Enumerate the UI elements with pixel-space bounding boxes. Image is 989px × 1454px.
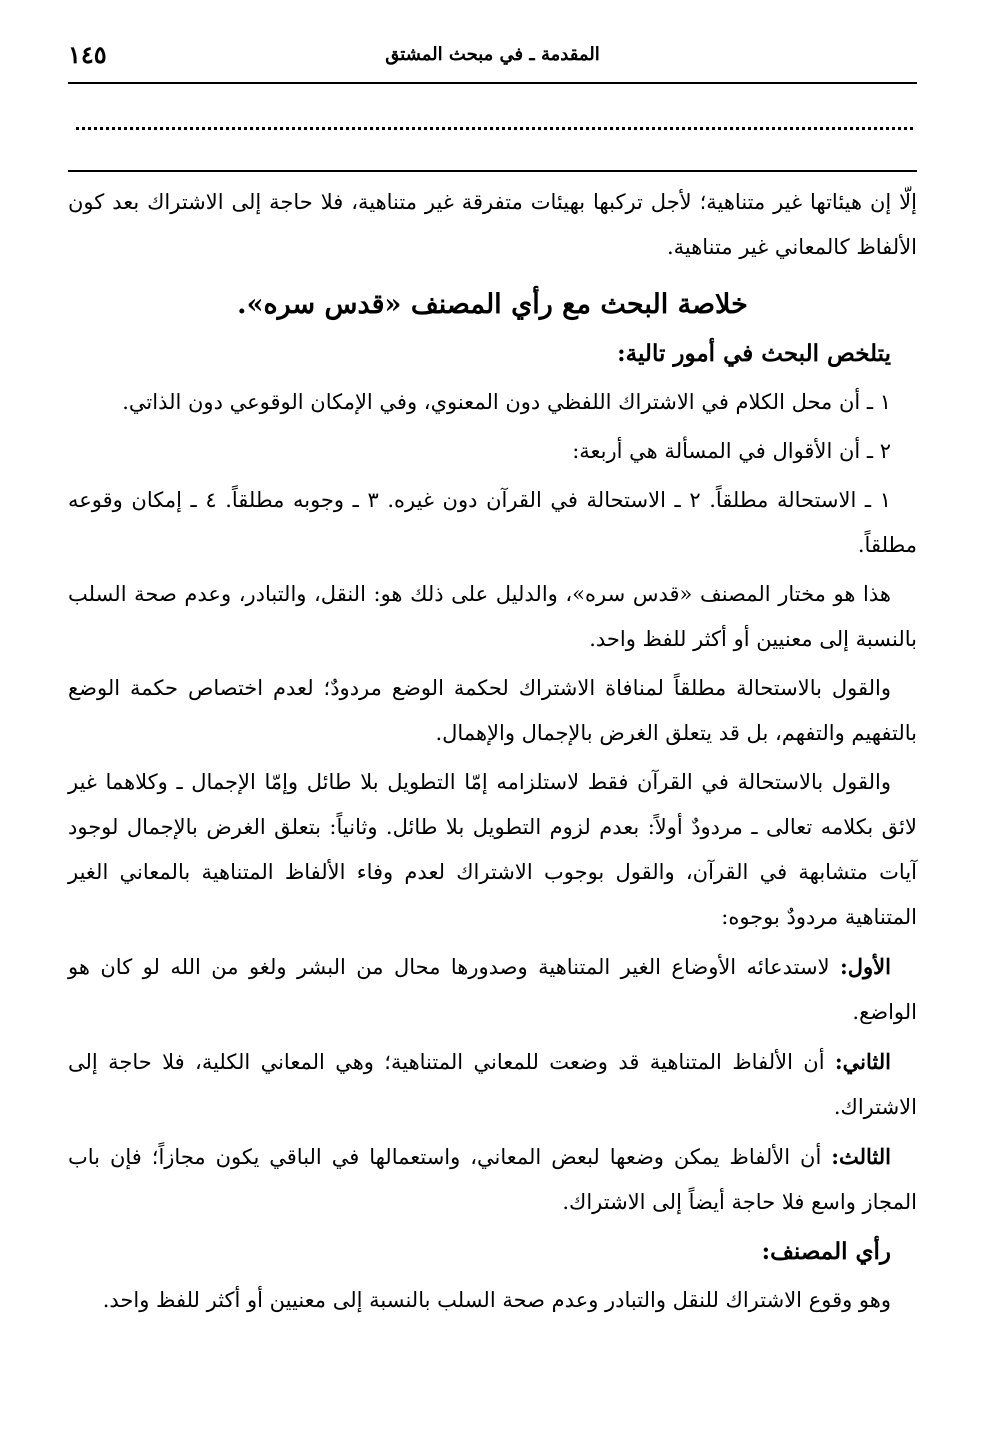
- section-title: خلاصة البحث مع رأي المصنف «قدس سره».: [237, 289, 748, 320]
- third-reason-term: الثالث:: [831, 1144, 891, 1169]
- first-reason-text: لاستدعائه الأوضاع الغير المتناهية وصدورها محال من البشر ولغو من الله لو كان هو الواضع.: [68, 955, 917, 1024]
- third-reason: [68, 1134, 917, 1225]
- point-1: ١ ـ أن محل الكلام في الاشتراك اللفظي دون المعنوي، وفي الإمكان الوقوعي دون الذاتي.: [122, 390, 891, 414]
- author-choice-paragraph: هذا هو مختار المصنف «قدس سره»، والدليل على ذلك هو: النقل، والتبادر، وعدم صحة السلب بالنسبة إلى معنيين أو أكثر للفظ واحد.: [68, 582, 917, 651]
- second-reason: [68, 1039, 917, 1130]
- second-reason-text: أن الألفاظ المتناهية قد وضعت للمعاني المتناهية؛ وهي المعاني الكلية، فلا حاجة إلى الاشتراك.: [68, 1050, 917, 1119]
- running-title: المقدمة ـ في مبحث المشتق: [385, 44, 600, 65]
- summary-heading: يتلخص البحث في أمور تالية:: [617, 340, 891, 367]
- quran-paragraph: والقول بالاستحالة في القرآن فقط لاستلزامه إمّا التطويل بلا طائل وإمّا الإجمال ـ وكلاهما غير لائق بكلامه تعالى ـ مردودٌ أولاً: بعدم لزوم التطويل بلا طائل. وثانياً: بتعلق الغرض بالإجمال لوجود آيات متشابهة في القرآن، والقول بوجوب الاشتراك لعدم وفاء الألفاظ المتناهية بالمعاني الغير المتناهية مردودٌ بوجوه:: [68, 770, 917, 929]
- second-reason-term: الثاني:: [834, 1049, 891, 1074]
- opinions-list: ١ ـ الاستحالة مطلقاً. ٢ ـ الاستحالة في القرآن دون غيره. ٣ ـ وجوبه مطلقاً. ٤ ـ إمكان وقوعه مطلقاً.: [68, 488, 917, 557]
- author-opinion-heading: رأي المصنف:: [761, 1238, 891, 1265]
- point-2: ٢ ـ أن الأقوال في المسألة هي أربعة:: [572, 439, 891, 463]
- author-opinion-paragraph: وهو وقوع الاشتراك للنقل والتبادر وعدم صحة السلب بالنسبة إلى معنيين أو أكثر للفظ واحد.: [102, 1288, 891, 1312]
- first-reason-term: الأول:: [840, 954, 891, 979]
- header-rule: [68, 82, 917, 84]
- body-text: [68, 180, 917, 1327]
- first-reason: [68, 944, 917, 1035]
- dotted-separator: [76, 100, 913, 130]
- impossibility-paragraph: والقول بالاستحالة مطلقاً لمنافاة الاشتراك لحكمة الوضع مردودٌ؛ لعدم اختصاص حكمة الوضع بالتفهيم والتفهم، بل قد يتعلق الغرض بالإجمال والإهمال.: [68, 676, 917, 745]
- continuation-paragraph: إلّا إن هيئاتها غير متناهية؛ لأجل تركبها بهيئات متفرقة غير متناهية، فلا حاجة إلى الاشتراك بعد كون الألفاظ كالمعاني غير متناهية.: [68, 190, 917, 259]
- third-reason-text: أن الألفاظ يمكن وضعها لبعض المعاني، واستعمالها في الباقي يكون مجازاً؛ فإن باب المجاز واسع فلا حاجة أيضاً إلى الاشتراك.: [68, 1145, 917, 1214]
- page-number: ١٤٥: [68, 40, 107, 69]
- page-header: [68, 40, 917, 80]
- footnote-rule: [68, 170, 917, 172]
